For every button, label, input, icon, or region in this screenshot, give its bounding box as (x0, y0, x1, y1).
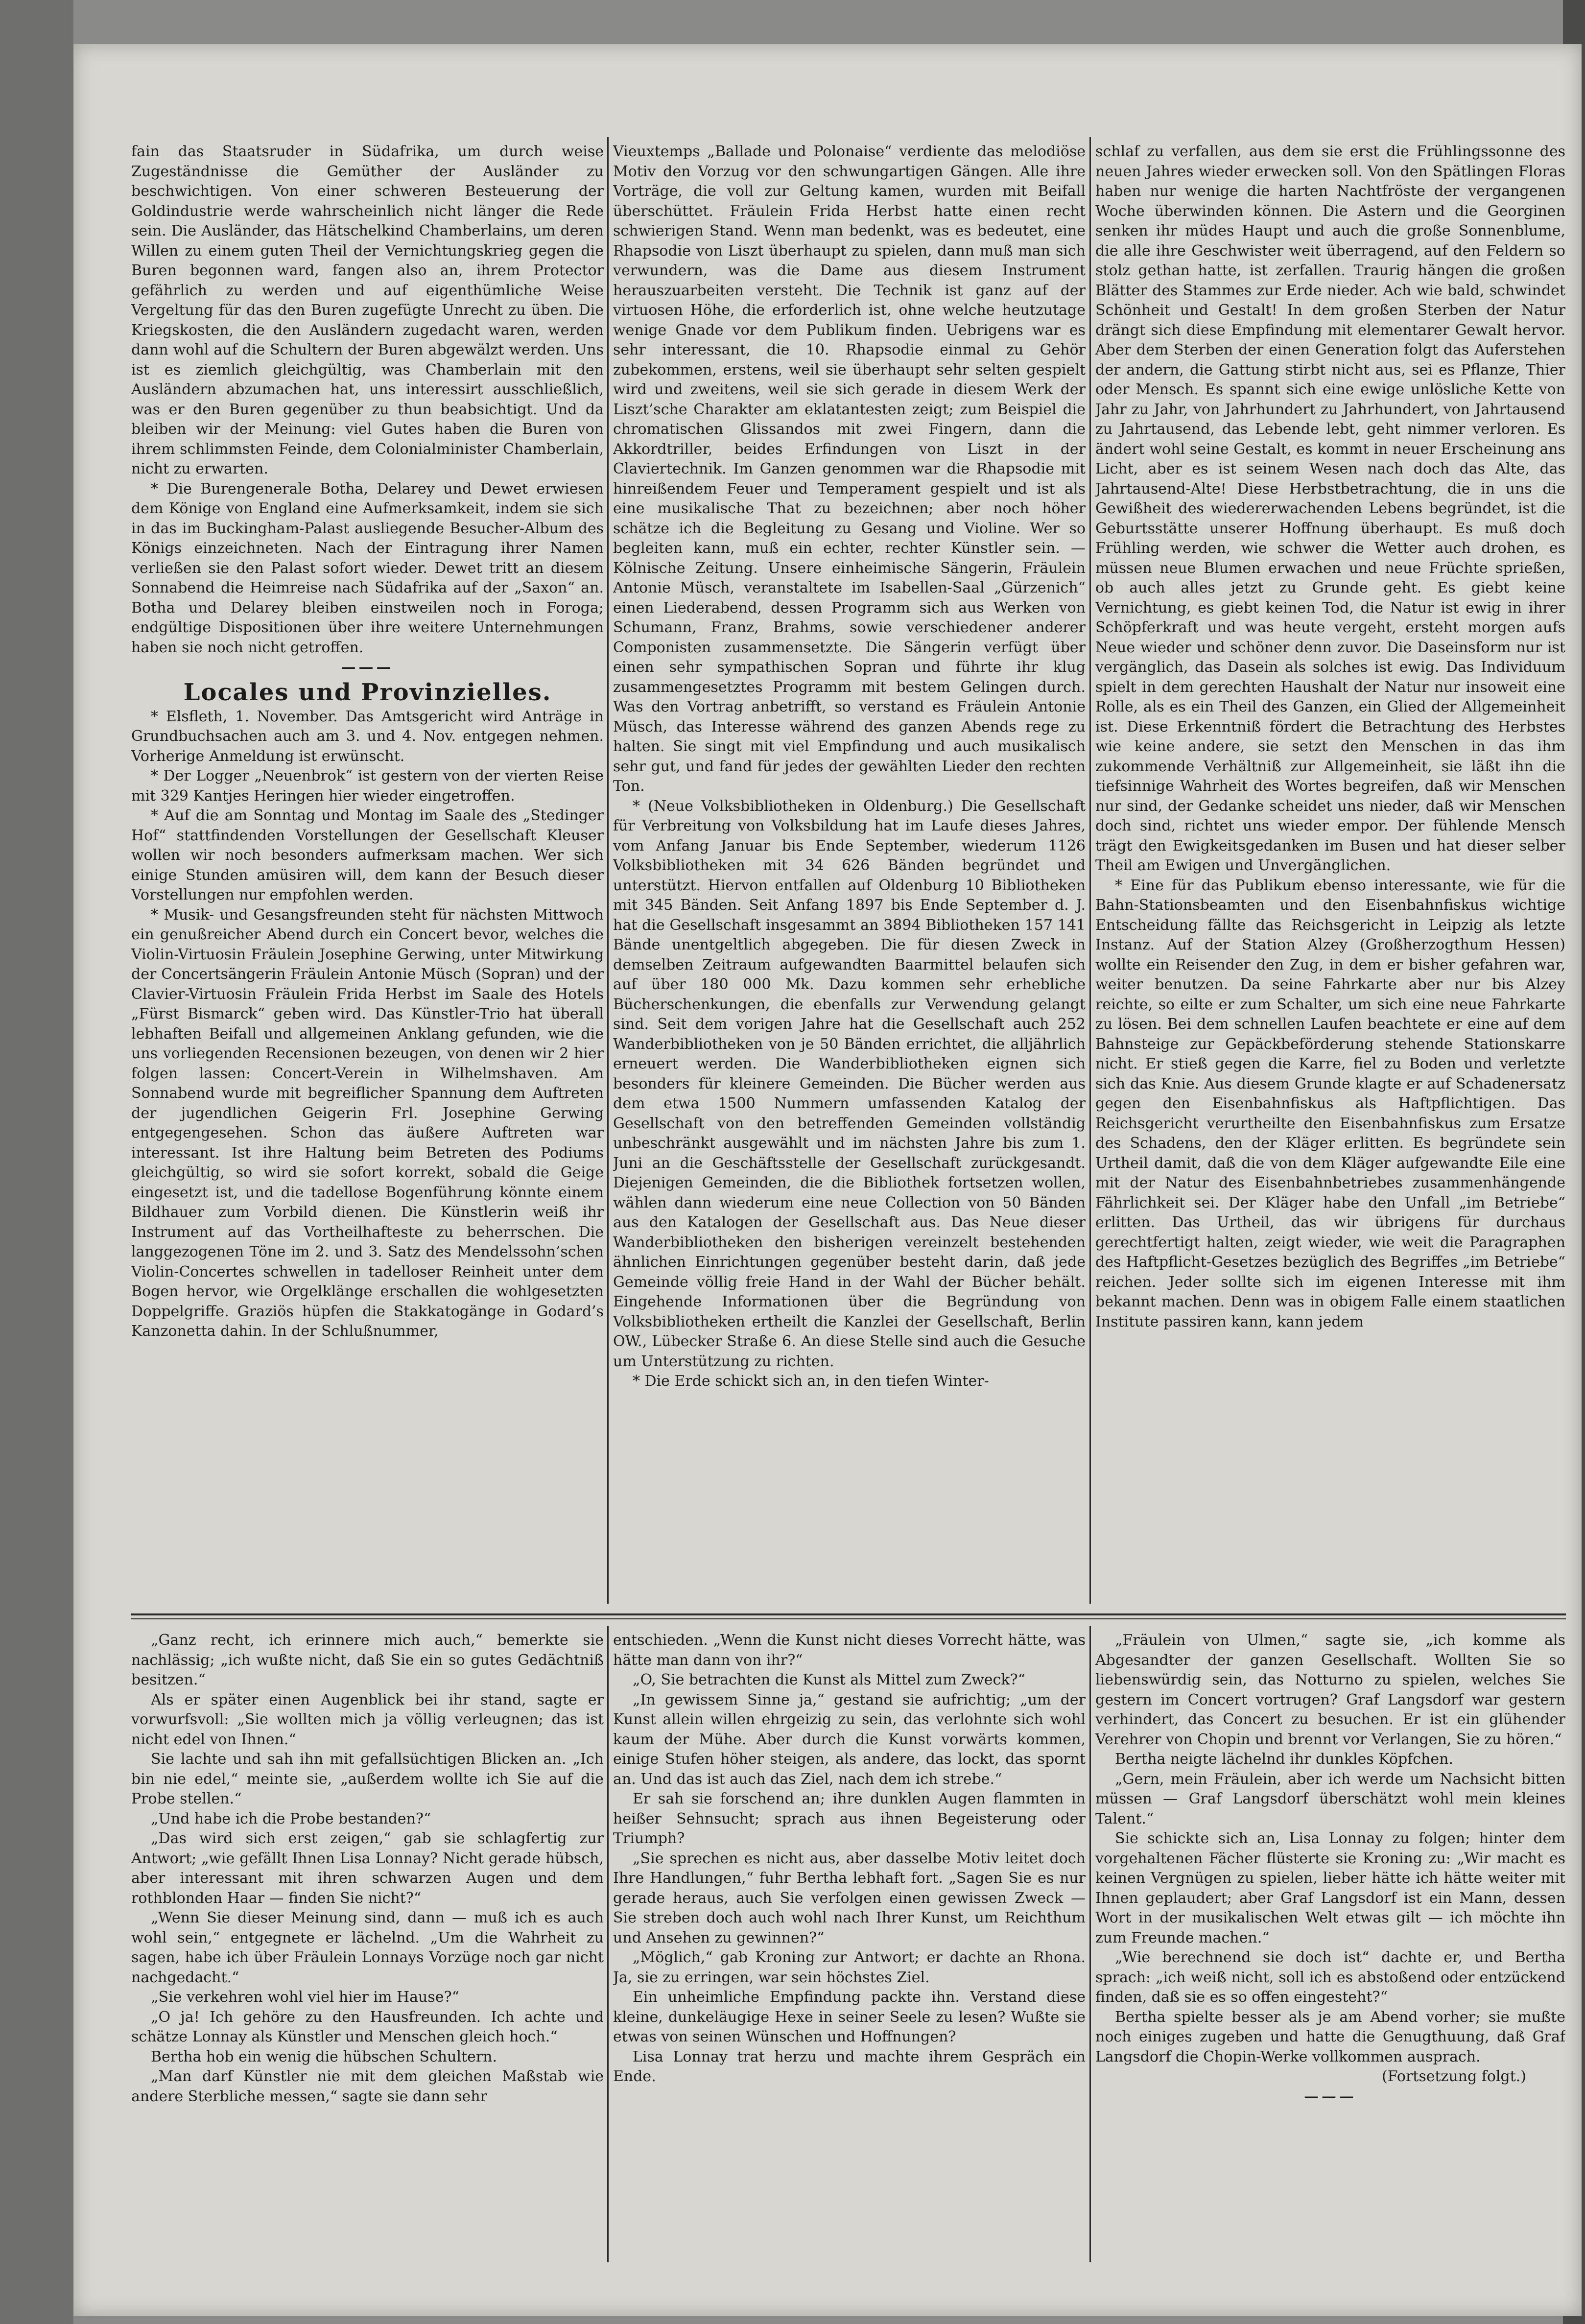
serial-paragraph: „Wenn Sie dieser Meinung sind, dann — muß ich es auch wohl sein,“ entgegnete er lächelnd. „Um die Wahrheit zu sagen, habe ich über Fräulein Lonnays Vorzüge noch gar nicht nachgedacht.“ (131, 1909, 604, 1986)
serial-paragraph: „Das wird sich erst zeigen,“ gab sie schlagfertig zur Antwort; „wie gefällt Ihnen Lisa Lonnay? Nicht gerade hübsch, aber interessant mit ihren schwarzen Augen und dem rothblonden Haar — finden Sie nicht?“ (131, 1830, 604, 1907)
column-2 (613, 142, 1086, 1604)
column-rule (1089, 137, 1091, 1604)
section-separator: ——— (1304, 2087, 1357, 2105)
article-paragraph: * Elsfleth, 1. November. Das Amtsgericht wird Anträge in Grundbuchsachen auch am 3. und 4. Nov. entgegen nehmen. Vorherige Anmeldung ist erwünscht. (131, 708, 604, 765)
article-paragraph: Vieuxtemps „Ballade und Polonaise“ verdiente das melodiöse Motiv den Vorzug vor den schwungartigen Gängen. Alle ihre Vorträge, die voll zur Geltung kamen, wurden mit Beifall überschüttet. Fräulein Frida Herbst hatte einen recht schwierigen Stand. Wenn man bedenkt, was es bedeutet, eine Rhapsodie von Liszt überhaupt zu spielen, dann muß man sich verwundern, was die Dame aus diesem Instrument herauszuarbeiten versteht. Die Technik ist ganz auf der virtuosen Höhe, die erforderlich ist, ohne welche heutzutage wenige Gnade vor dem Publikum finden. Uebrigens war es sehr interessant, die 10. Rhapsodie einmal zu Gehör zubekommen, erstens, weil sie überhaupt sehr selten gespielt wird und zweitens, weil sie sich gerade in diesem Werk der Liszt’sche Charakter am eklatantesten zeigt; zum Beispiel die chromatischen Glissandos mit zwei Fingern, dann die Akkordtriller, beides Erfindungen von Liszt in der Claviertechnik. Im Ganzen genommen war die Rhapsodie mit hinreißendem Feuer und Temperament gespielt und ist als eine musikalische That zu bezeichnen; aber noch höher schätze ich die Begleitung zu Gesang und Violine. Wer so begleiten kann, muß ein echter, rechter Künstler sein. — Kölnische Zeitung. Unsere einheimische Sängerin, Fräulein Antonie Müsch, veranstaltete im Isabellen-Saal „Gürzenich“ einen Liederabend, dessen Programm sich aus Werken von Schumann, Franz, Brahms, sowie verschiedener anderer Componisten zusammensetzte. Die Sängerin verfügt über einen sehr sympathischen Sopran und führte ihr klug zusammengesetztes Programm mit bestem Gelingen durch. Was den Vortrag anbetrifft, so verstand es Fräulein Antonie Müsch, das Interesse während des ganzen Abends rege zu halten. Sie singt mit viel Empfindung und auch musikalisch sehr gut, und fand für jedes der gewählten Lieder den rechten Ton. (613, 143, 1086, 795)
feuilleton-rule (131, 1613, 1566, 1615)
column-3 (1095, 142, 1565, 1604)
serial-paragraph: Sie lachte und sah ihn mit gefallsüchtigen Blicken an. „Ich bin nie edel,“ meinte sie, „außerdem wollte ich Sie auf die Probe stellen.“ (131, 1751, 604, 1807)
serial-paragraph: „Möglich,“ gab Kroning zur Antwort; er dachte an Rhona. Ja, sie zu erringen, war sein höchstes Ziel. (613, 1949, 1086, 1986)
section-heading: Locales und Provinzielles. (183, 678, 552, 706)
serial-paragraph: Er sah sie forschend an; ihre dunklen Augen flammten in heißer Sehnsucht; sprach aus ihnen Begeisterung oder Triumph? (613, 1790, 1086, 1847)
serial-paragraph: „Ganz recht, ich erinnere mich auch,“ bemerkte sie nachlässig; „ich wußte nicht, daß Sie ein so gutes Gedächtniß besitzen.“ (131, 1632, 604, 1688)
serial-paragraph: „Fräulein von Ulmen,“ sagte sie, „ich komme als Abgesandter der ganzen Gesellschaft. Wollten Sie so liebenswürdig sein, das Notturno zu spielen, welches Sie gestern im Concert vortrugen? Graf Langsdorf war gestern verhindert, das Concert zu besuchen. Er ist ein glühender Verehrer von Chopin und brennt vor Verlangen, Sie zu hören.“ (1095, 1632, 1565, 1748)
serial-paragraph: entschieden. „Wenn die Kunst nicht dieses Vorrecht hätte, was hätte man dann von ihr?“ (613, 1632, 1086, 1669)
serial-paragraph: Bertha neigte lächelnd ihr dunkles Köpfchen. (1115, 1751, 1453, 1768)
serial-paragraph: „O ja! Ich gehöre zu den Hausfreunden. Ich achte und schätze Lonnay als Künstler und Menschen gleich hoch.“ (131, 2008, 604, 2045)
serial-paragraph: Lisa Lonnay trat herzu und machte ihrem Gespräch ein Ende. (613, 2048, 1086, 2085)
article-paragraph: schlaf zu verfallen, aus dem sie erst die Frühlingssonne des neuen Jahres wieder erwecken soll. Von den Spätlingen Floras haben nur wenige die harten Nachtfröste der vergangenen Woche überwinden können. Die Astern und die Georginen senken ihr müdes Haupt und auch die große Sonnenblume, die alle ihre Geschwister weit überragend, auf den Feldern so stolz gethan hatte, ist zerfallen. Traurig hängen die großen Blätter des Stammes zur Erde nieder. Ach wie bald, schwindet Schönheit und Gestalt! In dem großen Sterben der Natur drängt sich diese Empfindung mit elementarer Gewalt hervor. Aber dem Sterben der einen Generation folgt das Auferstehen der andern, die Gattung stirbt nicht aus, sei es Pflanze, Thier oder Mensch. Es spannt sich eine ewige unlösliche Kette von Jahr zu Jahr, von Jahrhundert zu Jahrhundert, von Jahrtausend zu Jahrtausend, das Lebende lebt, geht nimmer verloren. Es ändert wohl seine Gestalt, es kommt in neuer Erscheinung ans Licht, aber es ist seinem Wesen nach doch das Alte, das Jahrtausend-Alte! Diese Herbstbetrachtung, die in uns die Gewißheit des wiedererwachenden Lebens begründet, ist die Geburtsstätte unserer Hoffnung überhaupt. Es muß doch Frühling werden, wie schwer die Wetter auch drohen, es müssen neue Blumen erwachen und neue Früchte sprießen, ob auch alles jetzt zu Grunde geht. Es giebt keine Vernichtung, es giebt keinen Tod, die Natur ist ewig in ihrer Schöpferkraft und was heute vergeht, ersteht morgen aufs Neue wieder und schöner denn zuvor. Die Daseinsform nur ist vergänglich, das Dasein als solches ist ewig. Das Individuum spielt in dem gerechten Haushalt der Natur nur insoweit eine Rolle, als es ein Theil des Ganzen, ein Glied der Allgemeinheit ist. Diese Erkenntniß fördert die Betrachtung des Herbstes wie keine andere, sie setzt den Menschen in das ihm zukommende Verhältniß zur Allgemeinheit, sie läßt ihn die tiefsinnige Wahrheit des Wortes begreifen, daß wir Menschen nur sind, der Gedanke scheidet uns nieder, daß wir Menschen doch sind, richtet uns wieder empor. Der fühlende Mensch trägt den Ewigkeitsgedanken im Busen und hat dieser selber Theil am Ewigen und Unvergänglichen. (1095, 143, 1565, 874)
article-paragraph: * Der Logger „Neuenbrok“ ist gestern von der vierten Reise mit 329 Kantjes Heringen hier wieder eingetroffen. (131, 767, 604, 805)
serial-paragraph: „Man darf Künstler nie mit dem gleichen Maßstab wie andere Sterbliche messen,“ sagte sie dann sehr (131, 2068, 604, 2105)
section-separator: ——— (341, 659, 394, 676)
serial-paragraph: „Und habe ich die Probe bestanden?“ (151, 1810, 431, 1827)
serial-paragraph: „O, Sie betrachten die Kunst als Mittel zum Zweck?“ (633, 1671, 1025, 1688)
serial-paragraph: „Sie sprechen es nicht aus, aber dasselbe Motiv leitet doch Ihre Handlungen,“ fuhr Bertha lebhaft fort. „Sagen Sie es nur gerade heraus, auch Sie verfolgen einen gewissen Zweck — Sie streben doch auch wohl nach Ihrer Kunst, um Reichthum und Ansehen zu gewinnen?“ (613, 1850, 1086, 1946)
serial-paragraph: „Wie berechnend sie doch ist“ dachte er, und Bertha sprach: „ich weiß nicht, soll ich es abstoßend oder entzückend finden, daß sie es so offen eingesteht?“ (1095, 1949, 1565, 2006)
serial-paragraph: „Gern, mein Fräulein, aber ich werde um Nachsicht bitten müssen — Graf Langsdorf überschätzt wohl mein kleines Talent.“ (1095, 1770, 1565, 1827)
serial-paragraph: „Sie verkehren wohl viel hier im Hause?“ (151, 1989, 459, 2006)
article-paragraph: * (Neue Volksbibliotheken in Oldenburg.) Die Gesellschaft für Verbreitung von Volksbildung hat im Laufe dieses Jahres, vom Anfang Januar bis Ende September, wiederum 1126 Volksbibliotheken mit 34 626 Bänden begründet und unterstützt. Hiervon entfallen auf Oldenburg 10 Bibliotheken mit 345 Bänden. Seit Anfang 1897 bis Ende September d. J. hat die Gesellschaft insgesammt an 3894 Bibliotheken 157 141 Bände unentgeltlich abgegeben. Die für diesen Zweck in demselben Zeitraum aufgewandten Baarmittel belaufen sich auf über 180 000 Mk. Dazu kommen sehr erhebliche Bücherschenkungen, die ebenfalls zur Verwendung gelangt sind. Seit dem vorigen Jahre hat die Gesellschaft auch 252 Wanderbibliotheken von je 50 Bänden errichtet, die alljährlich erneuert werden. Die Wanderbibliotheken eignen sich besonders für kleinere Gemeinden. Die Bücher werden aus dem etwa 1500 Nummern umfassenden Katalog der Gesellschaft von den betreffenden Gemeinden vollständig unbeschränkt ausgewählt und im nächsten Jahre bis zum 1. Juni an die Geschäftsstelle der Gesellschaft zurückgesandt. Diejenigen Gemeinden, die die Bibliothek fortsetzen wollen, wählen dann wiederum eine neue Collection von 50 Bänden aus den Katalogen der Gesellschaft aus. Das Neue dieser Wanderbibliotheken den bisherigen vereinzelt bestehenden ähnlichen Einrichtungen gegenüber besteht darin, daß jede Gemeinde völlig freie Hand in der Wahl der Bücher behält. Eingehende Informationen über die Begründung von Volksbibliotheken ertheilt die Kanzlei der Gesellschaft, Berlin OW., Lübecker Straße 6. An diese Stelle sind auch die Gesuche um Unterstützung zu richten. (613, 797, 1086, 1370)
article-paragraph: * Auf die am Sonntag und Montag im Saale des „Stedinger Hof“ stattfindenden Vorstellungen der Gesellschaft Kleuser wollen wir noch besonders aufmerksam machen. Wer sich einige Stunden amüsiren will, dem kann der Besuch dieser Vorstellungen nur empfohlen werden. (131, 807, 604, 903)
feuilleton-rule (131, 1618, 1566, 1619)
column-rule (607, 137, 609, 1604)
article-paragraph: * Musik- und Gesangsfreunden steht für nächsten Mittwoch ein genußreicher Abend durch ein Concert bevor, welches die Violin-Virtuosin Fräulein Josephine Gerwing, unter Mitwirkung der Concertsängerin Fräulein Antonie Müsch (Sopran) und der Clavier-Virtuosin Fräulein Frida Herbst im Saale des Hotels „Fürst Bismarck“ geben wird. Das Künstler-Trio hat überall lebhaften Beifall und allgemeinen Anklang gefunden, wie die uns vorliegenden Recensionen bezeugen, von denen wir 2 hier folgen lassen: Concert-Verein in Wilhelmshaven. Am Sonnabend wurde mit begreiflicher Spannung dem Auftreten der jugendlichen Geigerin Frl. Josephine Gerwing entgegengesehen. Schon das äußere Auftreten war interessant. Ist ihre Haltung beim Betreten des Podiums gleichgültig, so wird sie sofort korrekt, sobald die Geige eingesetzt ist, und die tadellose Bogenführung könnte einem Bildhauer zum Vorbild dienen. Die Künstlerin weiß ihr Instrument auf das Vortheilhafteste zu beherrschen. Die langgezogenen Töne im 2. und 3. Satz des Mendelssohn’schen Violin-Concertes schwellen in tadelloser Reinheit unter dem Bogen hervor, wie Orgelklänge erschallen die wohlgesetzten Doppelgriffe. Graziös hüpfen die Stakkatogänge in Godard’s Kanzonetta dahin. In der Schlußnummer, (131, 906, 604, 1340)
serial-paragraph: Bertha hob ein wenig die hübschen Schultern. (151, 2048, 497, 2065)
serial-paragraph: Ein unheimliche Empfindung packte ihn. Verstand diese kleine, dunkeläugige Hexe in seiner Seele zu lesen? Wußte sie etwas von seinen Wünschen und Hoffnungen? (613, 1989, 1086, 2045)
article-paragraph: * Die Burengenerale Botha, Delarey und Dewet erwiesen dem Könige von England eine Aufmerksamkeit, indem sie sich in das im Buckingham-Palast ausliegende Besucher-Album des Königs einzeichneten. Nach der Eintragung ihrer Namen verließen sie den Palast sofort wieder. Dewet tritt an diesem Sonnabend die Heimreise nach Südafrika auf der „Saxon“ an. Botha und Delarey bleiben einstweilen noch in Foroga; endgültige Dispositionen über ihre weitere Unternehmungen haben sie noch nicht getroffen. (131, 480, 604, 656)
column-rule (607, 1626, 609, 2262)
article-paragraph: * Die Erde schickt sich an, in den tiefen Winter- (633, 1373, 989, 1390)
column-1 (131, 142, 604, 1604)
article-paragraph: * Eine für das Publikum ebenso interessante, wie für die Bahn-Stationsbeamten und den Eisenbahnfiskus wichtige Entscheidung fällte das Reichsgericht in Leipzig als letzte Instanz. Auf der Station Alzey (Großherzogthum Hessen) wollte ein Reisender den Zug, in dem er bisher gefahren war, weiter benutzen. Da seine Fahrkarte aber nur bis Alzey reichte, so eilte er zum Schalter, um sich eine neue Fahrkarte zu lösen. Bei dem schnellen Laufen beachtete er eine auf dem Bahnsteige zur Gepäckbeförderung stehende Stationskarre nicht. Er stieß gegen die Karre, fiel zu Boden und verletzte sich das Knie. Aus diesem Grunde klagte er auf Schadenersatz gegen den Eisenbahnfiskus als Haftpflichtigen. Das Reichsgericht verurtheilte den Eisenbahnfiskus zum Ersatze des Schadens, den der Kläger erlitten. Es begründete sein Urtheil damit, daß die von dem Kläger aufgewandte Eile eine mit der Natur des Eisenbahnbetriebes zusammenhängende Fährlichkeit sei. Der Kläger habe den Unfall „im Betriebe“ erlitten. Das Urtheil, das wir übrigens für durchaus gerechtfertigt halten, zeigt wieder, wie weit die Paragraphen des Haftpflicht-Gesetzes bezüglich des Begriffes „im Betriebe“ reichen. Jeder sollte sich im eigenen Interesse mit ihm bekannt machen. Denn was in obigem Falle einem staatlichen Institute passiren kann, kann jedem (1095, 877, 1565, 1330)
serial-paragraph: Sie schickte sich an, Lisa Lonnay zu folgen; hinter dem vorgehaltenen Fächer flüsterte sie Kroning zu: „Wir macht es keinen Vergnügen zu spielen, lieber hätte ich hätte weiter mit Ihnen geplaudert; aber Graf Langsdorf ist ein Mann, dessen Wort in der musikalischen Welt etwas gilt — ich möchte ihn zum Freunde machen.“ (1095, 1830, 1565, 1946)
column-rule (1089, 1626, 1091, 2262)
serial-column-2 (613, 1631, 1086, 2262)
serial-paragraph: Bertha spielte besser als je am Abend vorher; sie mußte noch einiges zugeben und hatte die Genugthuung, daß Graf Langsdorf die Chopin-Werke vollkommen ausprach. (1095, 2008, 1565, 2065)
serial-column-3 (1095, 1631, 1565, 2262)
serial-paragraph: Als er später einen Augenblick bei ihr stand, sagte er vorwurfsvoll: „Sie wollten mich ja völlig verleugnen; das ist nicht edel von Ihnen.“ (131, 1691, 604, 1748)
serial-column-1 (131, 1631, 604, 2262)
article-paragraph: fain das Staatsruder in Südafrika, um durch weise Zugeständnisse die Gemüther der Ausländer zu beschwichtigen. Von einer schweren Besteuerung der Goldindustrie werde wahrscheinlich nicht länger die Rede sein. Die Ausländer, das Hätschelkind Chamberlains, um deren Willen zu einem guten Theil der Vernichtungskrieg gegen die Buren begonnen ward, fangen also an, ihrem Protector gefährlich zu werden und auf eigenthümliche Weise Vergeltung für das den Buren zugefügte Unrecht zu üben. Die Kriegskosten, die den Ausländern zugedacht waren, werden dann wohl auf die Schultern der Buren abgewälzt werden. Uns ist es ziemlich gleichgültig, was Chamberlain mit den Ausländern abzumachen hat, uns interessirt ausschließlich, was er den Buren gegenüber zu thun beabsichtigt. Und da bleiben wir der Meinung: viel Gutes haben die Buren von ihrem schlimmsten Feinde, dem Colonialminister Chamberlain, nicht zu erwarten. (131, 143, 604, 477)
serial-paragraph: „In gewissem Sinne ja,“ gestand sie aufrichtig; „um der Kunst allein willen ehrgeizig zu sein, das verlohnte sich wohl kaum der Mühe. Aber durch die Kunst vorwärts kommen, einige Stufen höher steigen, als andere, das lockt, das spornt an. Und das ist auch das Ziel, nach dem ich strebe.“ (613, 1691, 1086, 1788)
scan-left-margin (0, 0, 73, 2324)
continuation-note: (Fortsetzung folgt.) (1382, 2068, 1526, 2085)
